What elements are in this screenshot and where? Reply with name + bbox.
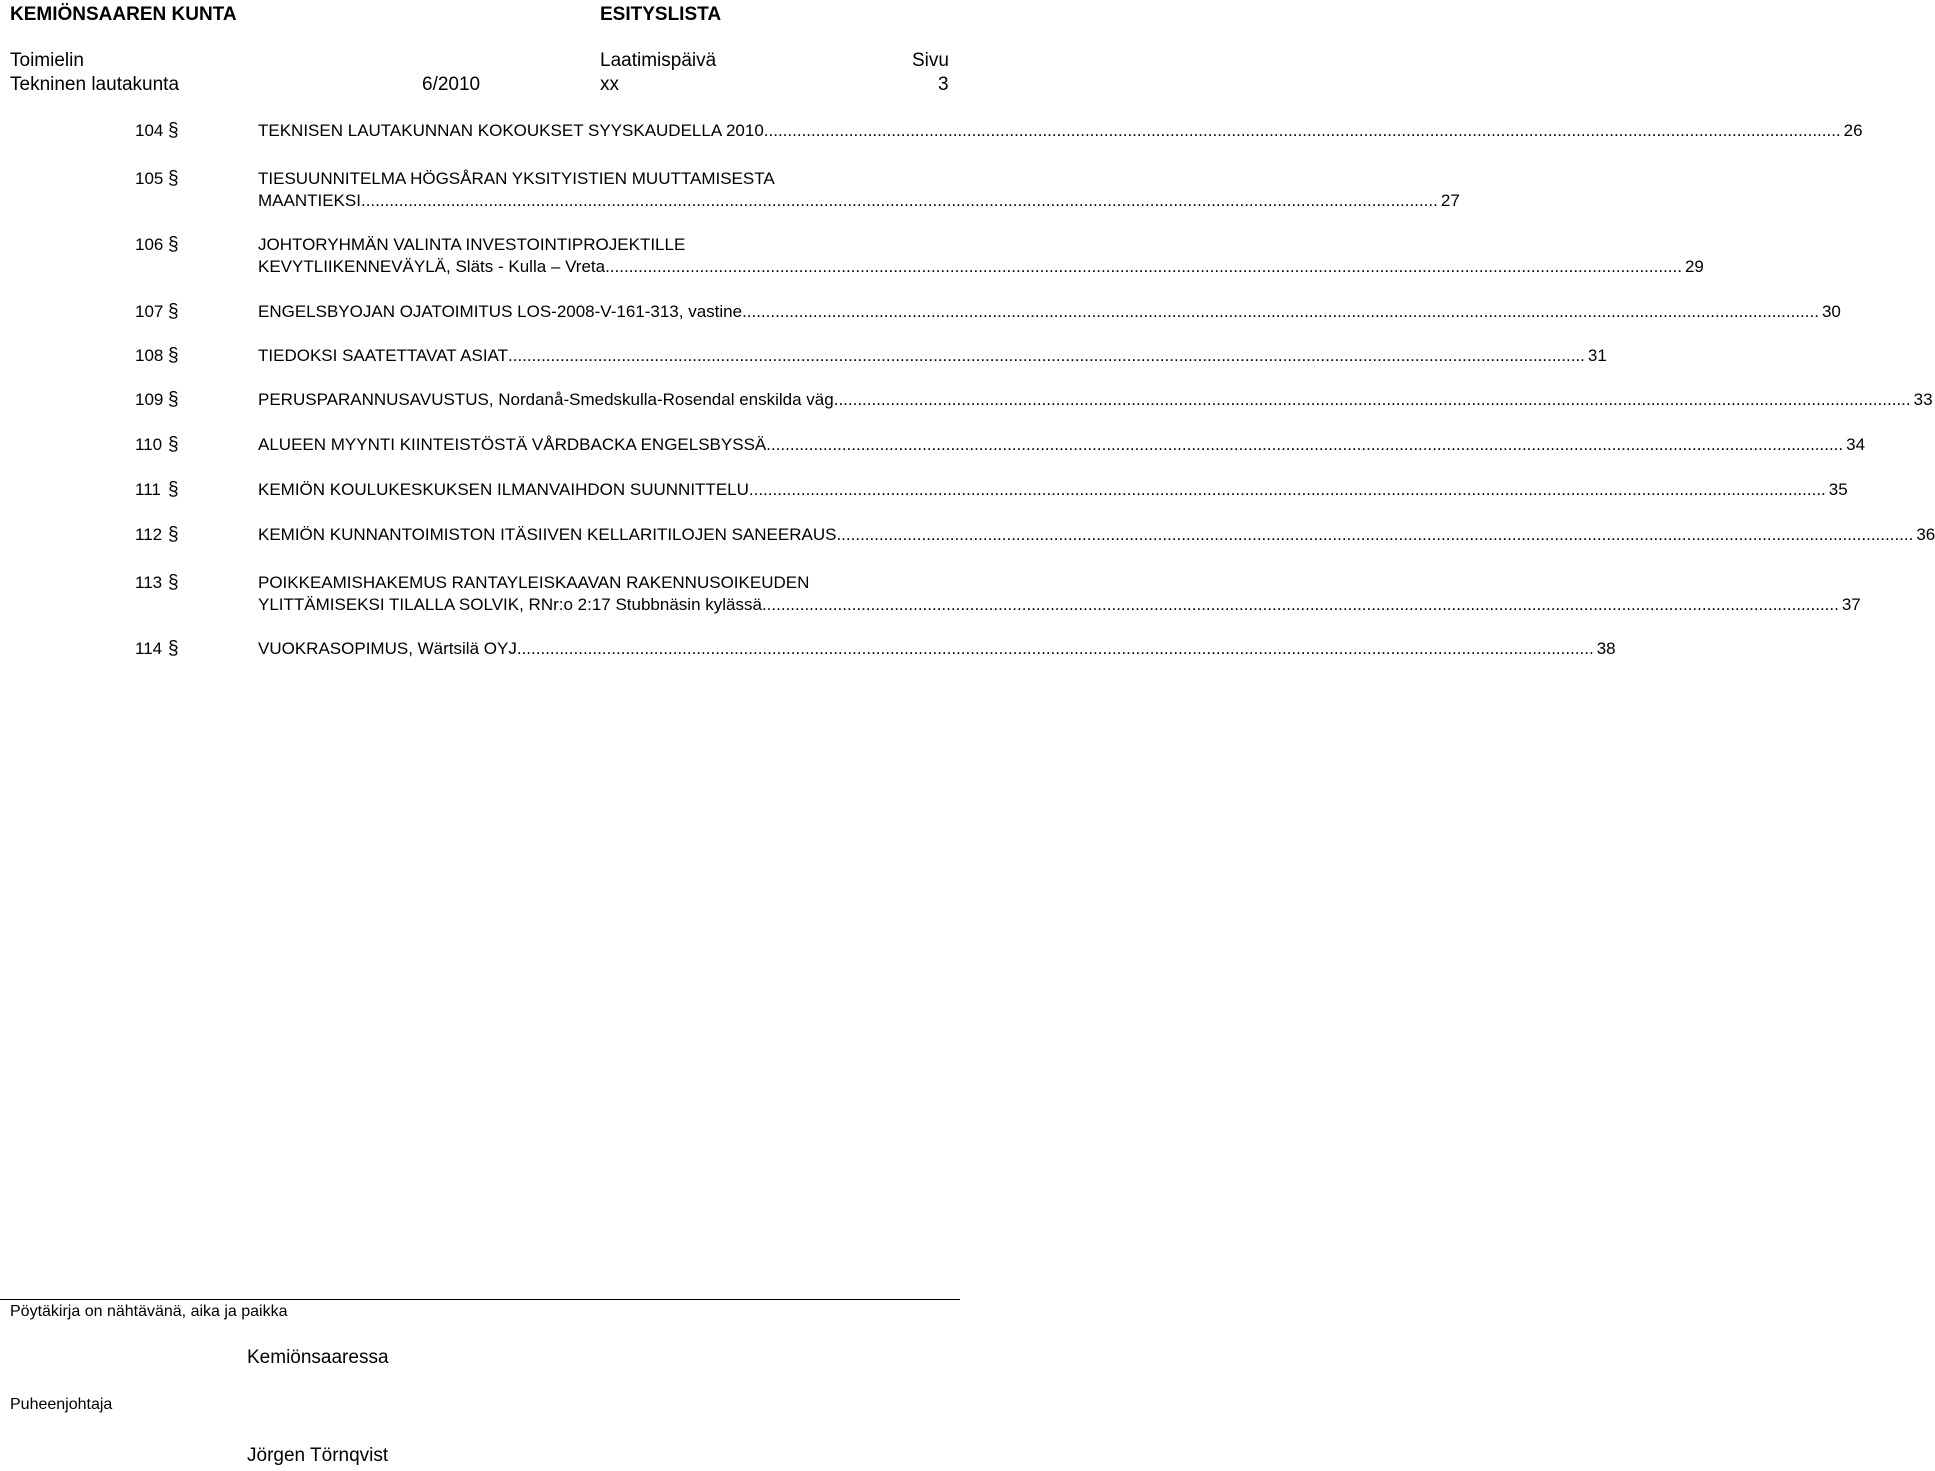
- doc-type: ESITYSLISTA: [600, 4, 722, 25]
- toc-page-number: 27: [1440, 191, 1460, 210]
- toc-title: [258, 638, 1616, 660]
- toc-title: [258, 572, 1861, 616]
- toc-page-number: 36: [1916, 525, 1935, 544]
- toc-number: 110: [135, 435, 163, 454]
- dot-leader: ....................................................................................................................................................................................................................................: [508, 346, 1585, 365]
- org-name: KEMIÖNSAAREN KUNTA: [10, 4, 237, 25]
- footer-divider: [0, 1299, 960, 1300]
- toc-title: [258, 168, 1460, 212]
- toc-title: [258, 434, 1866, 456]
- label-body: Toimielin: [10, 50, 84, 71]
- toc-title-last-line: [258, 434, 1866, 456]
- section-sign-icon: §: [168, 168, 179, 189]
- toc-title-text: YLITTÄMISEKSI TILALLA SOLVIK, RNr:o 2:17 Stubbnäsin kylässä: [258, 595, 762, 614]
- toc-page-number: 35: [1828, 480, 1848, 499]
- toc-title-last-line: [258, 301, 1841, 323]
- section-sign-icon: §: [168, 479, 179, 500]
- dot-leader: ....................................................................................................................................................................................................................................: [766, 435, 1844, 454]
- dot-leader: ....................................................................................................................................................................................................................................: [605, 257, 1682, 276]
- toc-number: 112: [135, 525, 163, 544]
- toc-title-last-line: [258, 524, 1935, 546]
- toc-number: 107: [135, 302, 164, 321]
- dot-leader: ....................................................................................................................................................................................................................................: [761, 595, 1839, 614]
- toc-title-last-line: [258, 389, 1933, 411]
- dot-leader: ....................................................................................................................................................................................................................................: [516, 639, 1594, 658]
- toc-title-last-line: [258, 120, 1863, 142]
- dot-leader: ....................................................................................................................................................................................................................................: [742, 302, 1819, 321]
- toc-page-number: 38: [1596, 639, 1616, 658]
- value-meeting: 6/2010: [422, 74, 481, 95]
- toc-title-last-line: [258, 479, 1848, 501]
- toc-title: [258, 301, 1841, 323]
- toc-title-line: POIKKEAMISHAKEMUS RANTAYLEISKAAVAN RAKENNUSOIKEUDEN: [258, 573, 810, 592]
- toc-title-last-line: [258, 345, 1607, 367]
- dot-leader: ....................................................................................................................................................................................................................................: [836, 525, 1914, 544]
- toc-title-text: KEMIÖN KUNNANTOIMISTON ITÄSIIVEN KELLARITILOJEN SANEERAUS: [258, 525, 837, 544]
- toc-title-line: JOHTORYHMÄN VALINTA INVESTOINTIPROJEKTILLE: [258, 235, 686, 254]
- toc-page-number: 30: [1821, 302, 1841, 321]
- value-date: xx: [600, 74, 619, 95]
- toc-title: [258, 389, 1933, 411]
- toc-number: 108: [135, 346, 164, 365]
- toc-title-text: KEMIÖN KOULUKESKUKSEN ILMANVAIHDON SUUNNITTELU: [258, 480, 749, 499]
- toc-page-number: 33: [1913, 390, 1933, 409]
- toc-title: [258, 345, 1607, 367]
- notice-label: Pöytäkirja on nähtävänä, aika ja paikka: [10, 1303, 288, 1320]
- chair-label: Puheenjohtaja: [10, 1396, 113, 1413]
- toc-title-last-line: [258, 594, 1861, 616]
- toc-title-line: TIESUUNNITELMA HÖGSÅRAN YKSITYISTIEN MUUTTAMISESTA: [258, 169, 775, 188]
- toc-page-number: 34: [1846, 435, 1866, 454]
- chair-name: Jörgen Törnqvist: [247, 1445, 389, 1466]
- toc-page-number: 31: [1587, 346, 1607, 365]
- value-body: Tekninen lautakunta: [10, 74, 180, 95]
- section-sign-icon: §: [168, 120, 179, 141]
- section-sign-icon: §: [168, 524, 179, 545]
- section-sign-icon: §: [168, 434, 179, 455]
- section-sign-icon: §: [168, 345, 179, 366]
- toc-number: 111: [135, 480, 161, 499]
- toc-number: 109: [135, 390, 164, 409]
- toc-title-text: MAANTIEKSI: [258, 191, 361, 210]
- section-sign-icon: §: [168, 234, 179, 255]
- toc-title-text: TEKNISEN LAUTAKUNNAN KOKOUKSET SYYSKAUDELLA 2010: [258, 121, 764, 140]
- toc-title: [258, 234, 1704, 278]
- label-page: Sivu: [912, 50, 949, 71]
- toc-title-last-line: [258, 190, 1460, 212]
- value-page: 3: [938, 74, 949, 95]
- toc-title-text: VUOKRASOPIMUS, Wärtsilä OYJ: [258, 639, 517, 658]
- toc-title-text: PERUSPARANNUSAVUSTUS, Nordanå-Smedskulla-Rosendal enskilda väg: [258, 390, 834, 409]
- toc-title-text: ENGELSBYOJAN OJATOIMITUS LOS-2008-V-161-313, vastine: [258, 302, 743, 321]
- toc-title: [258, 524, 1935, 546]
- toc-title-text: TIEDOKSI SAATETTAVAT ASIAT: [258, 346, 509, 365]
- dot-leader: ....................................................................................................................................................................................................................................: [763, 121, 1841, 140]
- toc-number: 106: [135, 235, 164, 254]
- toc-title: [258, 120, 1863, 142]
- toc-number: 113: [135, 573, 163, 592]
- section-sign-icon: §: [168, 572, 179, 593]
- toc-page-number: 26: [1843, 121, 1863, 140]
- toc-title-text: ALUEEN MYYNTI KIINTEISTÖSTÄ VÅRDBACKA ENGELSBYSSÄ: [258, 435, 767, 454]
- section-sign-icon: §: [168, 389, 179, 410]
- toc-title-text: KEVYTLIIKENNEVÄYLÄ, Släts - Kulla – Vreta: [258, 257, 606, 276]
- notice-place: Kemiönsaaressa: [247, 1347, 389, 1368]
- dot-leader: ....................................................................................................................................................................................................................................: [360, 191, 1438, 210]
- dot-leader: ....................................................................................................................................................................................................................................: [748, 480, 1826, 499]
- toc-title: [258, 479, 1848, 501]
- toc-page-number: 37: [1841, 595, 1861, 614]
- toc-title-last-line: [258, 256, 1704, 278]
- toc-page-number: 29: [1684, 257, 1704, 276]
- toc-title-last-line: [258, 638, 1616, 660]
- section-sign-icon: §: [168, 638, 179, 659]
- section-sign-icon: §: [168, 301, 179, 322]
- toc-number: 105: [135, 169, 164, 188]
- toc-number: 104: [135, 121, 164, 140]
- dot-leader: ....................................................................................................................................................................................................................................: [833, 390, 1911, 409]
- toc-number: 114: [135, 639, 163, 658]
- label-date: Laatimispäivä: [600, 50, 717, 71]
